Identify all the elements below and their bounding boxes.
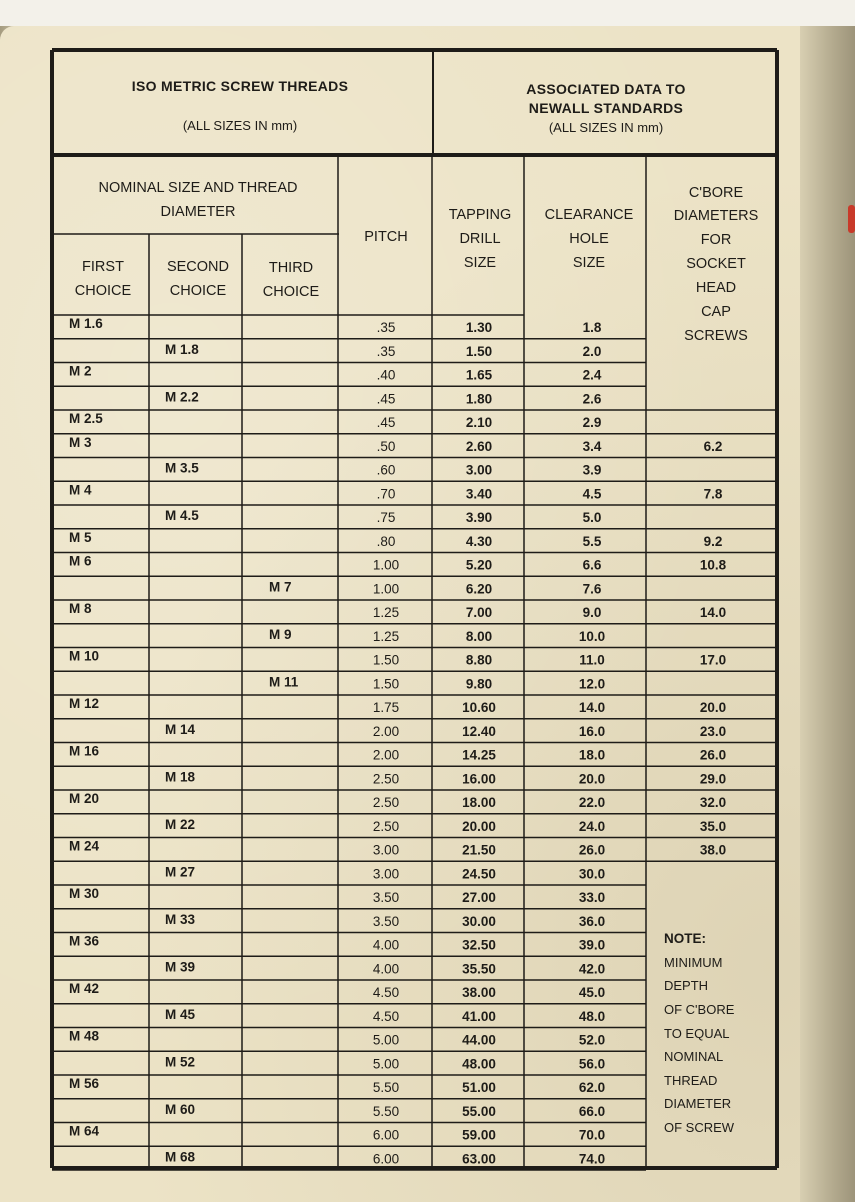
pitch-cell: 1.00 [372,557,400,573]
tapping-drill-cell: 27.00 [462,890,496,906]
thread-table-svg [47,45,793,1175]
second-choice-cell: M 4.5 [165,508,199,524]
second-choice-cell: M 14 [165,721,196,737]
clearance-hole-cell: 2.6 [582,391,602,407]
table-row [269,627,605,644]
tapping-drill-cell: 59.00 [462,1127,496,1143]
first-choice-cell: M 30 [69,886,100,902]
table-row [69,601,726,620]
clearance-hole-cell: 26.0 [578,842,606,858]
pitch-cell: 6.00 [372,1127,400,1143]
table-row [165,912,605,929]
first-choice-cell: M 5 [69,529,92,545]
clearance-hole-cell: 14.0 [578,700,606,716]
cbore-header-line1: C'BORE [688,185,744,201]
first-choice-cell: M 1.6 [69,316,103,332]
table-row [165,1102,605,1119]
third-choice-cell: M 7 [269,579,292,595]
pitch-cell: .45 [376,415,396,431]
first-choice-header-line1: FIRST [82,259,124,275]
pitch-cell: .35 [376,343,396,359]
first-choice-cell: M 24 [69,838,100,854]
pitch-cell: .35 [376,320,396,336]
cbore-cell: 29.0 [699,771,727,787]
clearance-hole-cell: 2.9 [582,415,602,431]
pitch-header: PITCH [364,229,408,245]
clearance-hole-cell: 2.4 [582,367,602,383]
card-edge-right [800,26,855,1202]
third-choice-header-line1: THIRD [268,260,314,276]
clearance-hole-cell: 22.0 [578,795,606,811]
cbore-cell: 7.8 [703,486,723,502]
pitch-cell: 2.50 [372,771,400,787]
tapping-drill-cell: 48.00 [462,1056,496,1072]
pitch-cell: 1.75 [372,700,400,716]
cbore-cell: 35.0 [699,818,727,834]
pitch-cell: 6.00 [372,1151,400,1167]
pitch-cell: .45 [376,391,396,407]
pitch-cell: 1.00 [372,581,400,597]
tapping-drill-cell: 8.00 [465,628,493,644]
clearance-hole-cell: 20.0 [578,771,606,787]
tapping-drill-cell: 35.50 [462,961,496,977]
pitch-cell: 5.00 [372,1032,400,1048]
clearance-hole-cell: 6.6 [582,557,602,573]
pitch-cell: 2.00 [372,747,400,763]
pitch-cell: 3.50 [372,913,400,929]
pitch-cell: 4.50 [372,1008,400,1024]
clearance-hole-cell: 7.6 [582,581,602,597]
note-block [664,931,735,1135]
pitch-cell: 4.00 [372,937,400,953]
note-line-7: DIAMETER [664,1096,732,1111]
table-row [165,389,602,406]
tapping-drill-cell: 30.00 [462,913,496,929]
second-choice-cell: M 18 [165,769,196,785]
table-row [69,530,722,549]
cbore-cell: 6.2 [703,438,723,454]
table-row [165,722,726,739]
tapping-drill-cell: 5.20 [465,557,493,573]
tapping-drill-cell: 1.80 [465,391,493,407]
tapping-drill-cell: 7.00 [465,605,493,621]
second-choice-cell: M 39 [165,959,196,975]
tapping-drill-cell: 20.00 [462,818,496,834]
table-row [269,674,605,691]
clearance-hole-cell: 70.0 [578,1127,606,1143]
first-choice-cell: M 16 [69,743,100,759]
header-right-title-line2: NEWALL STANDARDS [528,100,684,116]
pitch-cell: 3.00 [372,842,400,858]
cbore-header-line3: FOR [700,232,732,248]
second-choice-cell: M 22 [165,816,196,832]
pitch-cell: 4.00 [372,961,400,977]
tapping-drill-cell: 8.80 [465,652,493,668]
cbore-cell: 9.2 [703,533,723,549]
clearance-header-line1: CLEARANCE [544,207,634,223]
table-row [165,1054,605,1071]
pitch-cell: .40 [376,367,396,383]
header-left-title: ISO METRIC SCREW THREADS [131,78,349,94]
second-choice-cell: M 27 [165,864,196,880]
thread-table [47,45,793,1175]
pitch-cell: 2.50 [372,818,400,834]
cbore-cell: 10.8 [699,557,727,573]
second-choice-header-line1: SECOND [166,259,230,275]
note-label: NOTE: [664,931,706,946]
third-choice-cell: M 9 [269,626,292,642]
tapping-drill-cell: 2.10 [465,415,493,431]
clearance-hole-cell: 36.0 [578,913,606,929]
header-left-subtitle: (ALL SIZES IN mm) [182,118,298,133]
third-choice-header-line2: CHOICE [262,284,320,300]
tapping-drill-cell: 1.65 [465,367,493,383]
clearance-hole-cell: 4.5 [582,486,602,502]
clearance-hole-cell: 2.0 [582,343,602,359]
tapping-drill-cell: 3.40 [465,486,493,502]
clearance-hole-cell: 33.0 [578,890,606,906]
cbore-cell: 26.0 [699,747,727,763]
clearance-header-line3: SIZE [572,255,606,271]
note-line-5: NOMINAL [664,1049,724,1064]
table-row [69,435,722,454]
note-line-4: TO EQUAL [664,1026,730,1041]
tapping-drill-cell: 55.00 [462,1103,496,1119]
note-line-8: OF SCREW [664,1120,735,1135]
tapping-drill-cell: 3.90 [465,510,493,526]
tapping-drill-cell: 63.00 [462,1151,496,1167]
pitch-cell: 3.50 [372,890,400,906]
tapping-drill-cell: 14.25 [462,747,496,763]
cbore-header-line6: CAP [701,304,731,320]
tapping-drill-cell: 44.00 [462,1032,496,1048]
table-row [69,554,727,573]
table-row [69,791,726,810]
pitch-cell: 2.50 [372,795,400,811]
pitch-cell: 5.00 [372,1056,400,1072]
pitch-cell: 1.50 [372,652,400,668]
cbore-cell: 17.0 [699,652,727,668]
note-line-2: DEPTH [664,978,709,993]
table-row [165,769,726,786]
clearance-hole-cell: 11.0 [579,652,605,668]
nominal-header-line1: NOMINAL SIZE AND THREAD [98,180,298,196]
clearance-hole-cell: 45.0 [578,985,606,1001]
pitch-cell: 5.50 [372,1080,400,1096]
table-row [165,1007,605,1024]
clearance-hole-cell: 3.4 [582,438,602,454]
tapping-drill-cell: 3.00 [465,462,493,478]
first-choice-cell: M 48 [69,1028,100,1044]
pitch-cell: 5.50 [372,1103,400,1119]
table-row [165,817,726,834]
table-row [69,744,726,763]
tapping-drill-cell: 21.50 [462,842,496,858]
clearance-hole-cell: 56.0 [578,1056,606,1072]
tapping-drill-cell: 38.00 [462,985,496,1001]
tapping-drill-cell: 1.30 [465,320,493,336]
first-choice-cell: M 12 [69,696,100,712]
tapping-drill-cell: 16.00 [462,771,496,787]
second-choice-header-line2: CHOICE [169,283,227,299]
first-choice-header-line2: CHOICE [74,283,132,299]
pitch-cell: 2.00 [372,723,400,739]
header-right-title-line1: ASSOCIATED DATA TO [526,81,686,97]
clearance-hole-cell: 12.0 [578,676,606,692]
clearance-hole-cell: 24.0 [578,818,606,834]
tapping-drill-cell: 6.20 [465,581,493,597]
clearance-hole-cell: 30.0 [578,866,606,882]
tapping-header-line3: SIZE [463,255,497,271]
clearance-hole-cell: 3.9 [582,462,602,478]
clearance-header-line2: HOLE [569,231,609,247]
table-row [165,1149,605,1166]
tapping-drill-cell: 24.50 [462,866,496,882]
table-row [69,482,723,501]
first-choice-cell: M 6 [69,553,92,569]
nominal-header-line2: DIAMETER [160,204,236,220]
tapping-drill-cell: 10.60 [462,700,496,716]
first-choice-cell: M 3 [69,434,92,450]
cbore-cell: 14.0 [699,605,727,621]
clearance-hole-cell: 74.0 [578,1151,606,1167]
clearance-hole-cell: 16.0 [578,723,606,739]
note-line-6: THREAD [664,1073,718,1088]
tapping-drill-cell: 32.50 [462,937,496,953]
first-choice-cell: M 4 [69,482,92,498]
first-choice-cell: M 2.5 [69,411,103,427]
first-choice-cell: M 56 [69,1076,100,1092]
pitch-cell: 3.00 [372,866,400,882]
table-row [69,696,726,715]
cbore-cell: 23.0 [699,723,727,739]
cbore-header-line5: HEAD [695,280,737,296]
second-choice-cell: M 52 [165,1054,196,1070]
red-tab-mark [848,205,855,233]
cbore-header-line4: SOCKET [686,256,746,272]
pitch-cell: .50 [376,438,396,454]
table-row [269,579,602,596]
third-choice-cell: M 11 [269,674,299,690]
first-choice-cell: M 10 [69,648,100,664]
clearance-hole-cell: 52.0 [578,1032,606,1048]
table-row [69,649,726,668]
first-choice-cell: M 8 [69,601,92,617]
second-choice-cell: M 45 [165,1006,196,1022]
clearance-hole-cell: 10.0 [578,628,606,644]
clearance-hole-cell: 1.8 [582,320,602,336]
pitch-cell: 4.50 [372,985,400,1001]
clearance-hole-cell: 42.0 [578,961,606,977]
clearance-hole-cell: 62.0 [578,1080,606,1096]
second-choice-cell: M 3.5 [165,460,199,476]
second-choice-cell: M 68 [165,1149,196,1165]
first-choice-cell: M 2 [69,363,92,379]
clearance-hole-cell: 39.0 [578,937,606,953]
cbore-header-line2: DIAMETERS [673,208,759,224]
tapping-drill-cell: 2.60 [465,438,493,454]
table-row [69,839,726,858]
pitch-cell: 1.25 [372,605,400,621]
second-choice-cell: M 33 [165,911,196,927]
pitch-cell: 1.25 [372,628,400,644]
clearance-hole-cell: 5.0 [582,510,602,526]
table-row [165,342,601,359]
first-choice-cell: M 36 [69,933,100,949]
tapping-drill-cell: 41.00 [462,1008,496,1024]
clearance-hole-cell: 5.5 [582,533,602,549]
tapping-drill-cell: 9.80 [465,676,493,692]
clearance-hole-cell: 48.0 [578,1008,606,1024]
tapping-drill-cell: 4.30 [465,533,493,549]
cbore-cell: 20.0 [699,700,727,716]
table-rows [69,316,727,1166]
note-line-1: MINIMUM [664,955,723,970]
tapping-header-line1: TAPPING [448,207,512,223]
second-choice-cell: M 60 [165,1101,196,1117]
note-line-3: OF C'BORE [664,1002,735,1017]
clearance-hole-cell: 66.0 [578,1103,606,1119]
table-row [165,508,601,525]
clearance-hole-cell: 9.0 [582,605,602,621]
table-row [165,461,601,478]
tapping-drill-cell: 12.40 [462,723,496,739]
second-choice-cell: M 2.2 [165,389,199,405]
first-choice-cell: M 64 [69,1123,100,1139]
first-choice-cell: M 20 [69,791,100,807]
tapping-header-line2: DRILL [459,231,501,247]
pitch-cell: .80 [376,533,396,549]
cbore-cell: 32.0 [699,795,727,811]
table-row [165,864,605,881]
second-choice-cell: M 1.8 [165,341,199,357]
header-right-subtitle: (ALL SIZES IN mm) [548,120,664,135]
clearance-hole-cell: 18.0 [578,747,606,763]
tapping-drill-cell: 51.00 [462,1080,496,1096]
pitch-cell: .70 [376,486,396,502]
cbore-cell: 38.0 [699,842,727,858]
table-row [165,959,605,976]
pitch-cell: .60 [376,462,396,478]
cbore-header-line7: SCREWS [684,328,748,344]
tapping-drill-cell: 1.50 [465,343,493,359]
pitch-cell: 1.50 [372,676,400,692]
pitch-cell: .75 [376,510,396,526]
first-choice-cell: M 42 [69,981,100,997]
tapping-drill-cell: 18.00 [462,795,496,811]
